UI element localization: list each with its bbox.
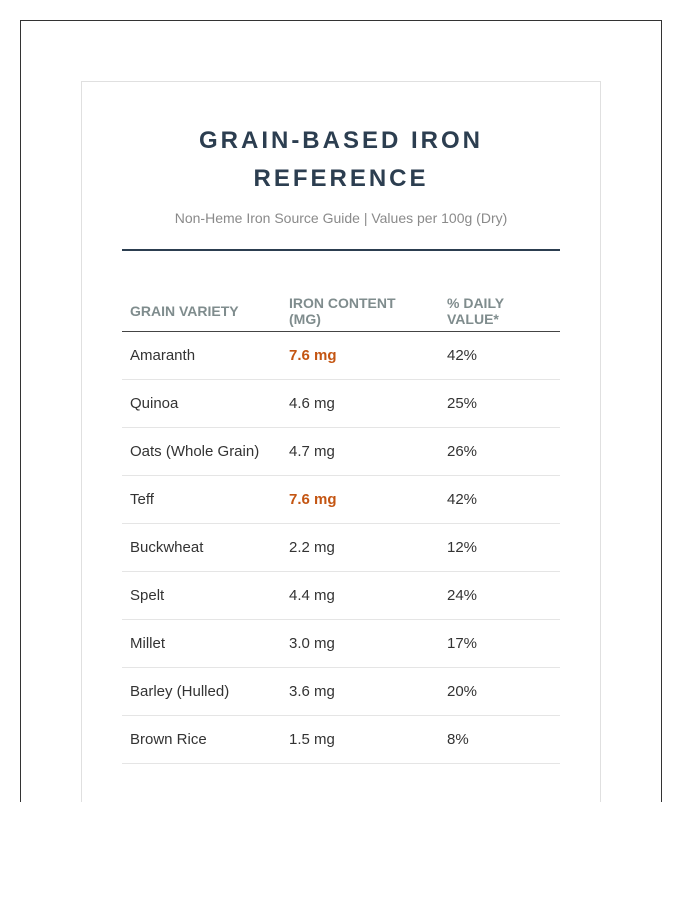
- daily-value-cell: 17%: [439, 620, 560, 668]
- daily-value-cell: 20%: [439, 668, 560, 716]
- page-title: GRAIN-BASED IRON REFERENCE: [198, 127, 483, 192]
- table-row: [122, 476, 560, 524]
- daily-value-cell: 24%: [439, 572, 560, 620]
- iron-cell: 3.0 mg: [281, 620, 439, 668]
- table-row: [122, 716, 560, 764]
- grain-cell: Spelt: [122, 572, 281, 620]
- grain-cell: Buckwheat: [122, 524, 281, 572]
- reference-card: [81, 81, 601, 802]
- header-divider: [122, 249, 560, 251]
- column-header-daily-value: % DAILY VALUE*: [439, 291, 560, 332]
- grain-cell: Millet: [122, 620, 281, 668]
- daily-value-cell: 42%: [439, 332, 560, 380]
- table-row: [122, 524, 560, 572]
- table-row: [122, 380, 560, 428]
- iron-cell: 3.6 mg: [281, 668, 439, 716]
- card-header: [122, 82, 560, 227]
- grain-cell: Barley (Hulled): [122, 668, 281, 716]
- daily-value-cell: 25%: [439, 380, 560, 428]
- iron-cell: 1.5 mg: [281, 716, 439, 764]
- column-header-iron: IRON CONTENT (MG): [281, 291, 439, 332]
- page-subtitle: Non-Heme Iron Source Guide | Values per 100g (Dry): [174, 210, 508, 226]
- grain-cell: Quinoa: [122, 380, 281, 428]
- daily-value-cell: 12%: [439, 524, 560, 572]
- daily-value-cell: 26%: [439, 428, 560, 476]
- iron-table: [122, 291, 560, 764]
- iron-cell: 4.4 mg: [281, 572, 439, 620]
- column-header-grain: GRAIN VARIETY: [122, 291, 281, 332]
- table-header-row: [122, 291, 560, 332]
- iron-cell: 4.7 mg: [281, 428, 439, 476]
- daily-value-cell: 8%: [439, 716, 560, 764]
- grain-cell: Teff: [122, 476, 281, 524]
- iron-cell-highlight: 7.6 mg: [281, 332, 439, 380]
- iron-cell: 4.6 mg: [281, 380, 439, 428]
- table-row: [122, 620, 560, 668]
- table-row: [122, 428, 560, 476]
- daily-value-cell: 42%: [439, 476, 560, 524]
- iron-cell: 2.2 mg: [281, 524, 439, 572]
- grain-cell: Amaranth: [122, 332, 281, 380]
- iron-cell-highlight: 7.6 mg: [281, 476, 439, 524]
- page-viewport: [20, 20, 662, 802]
- table-row: [122, 668, 560, 716]
- table-row: [122, 572, 560, 620]
- table-row: [122, 332, 560, 380]
- grain-cell: Oats (Whole Grain): [122, 428, 281, 476]
- grain-cell: Brown Rice: [122, 716, 281, 764]
